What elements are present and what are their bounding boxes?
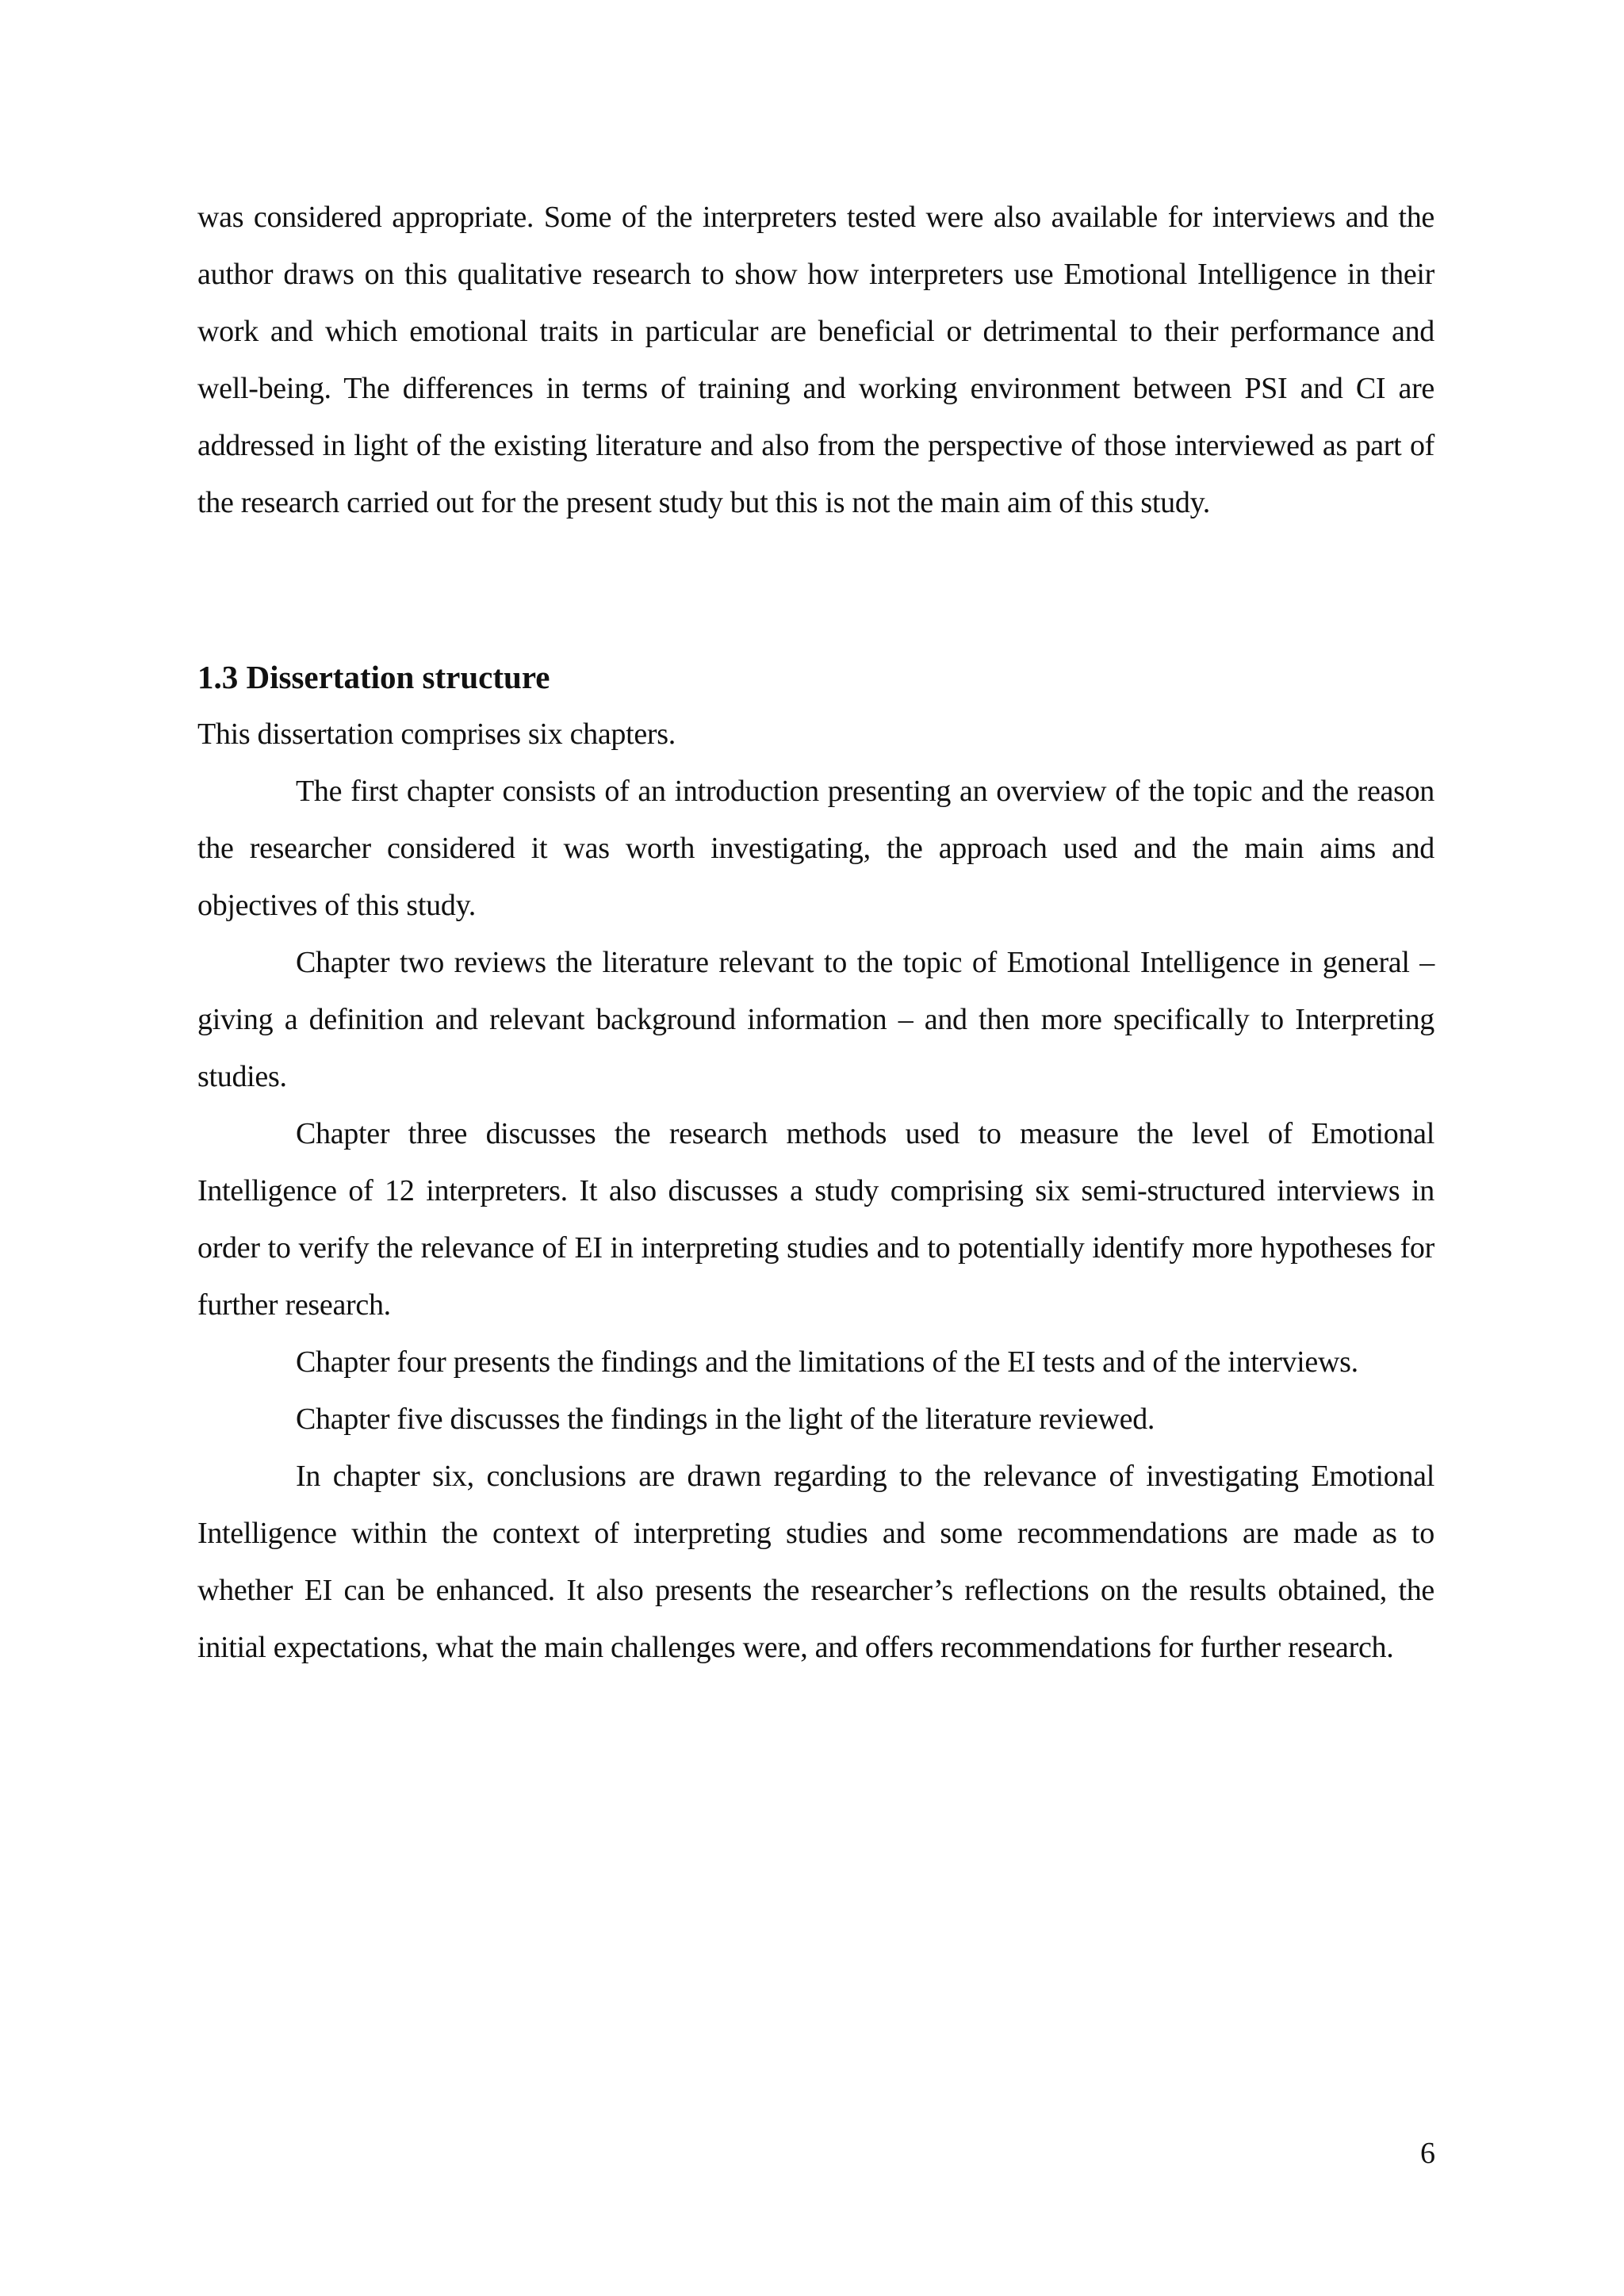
section-body — [197, 706, 1434, 1676]
paragraph-chapter-three: Chapter three discusses the research methods used to measure the level of Emotional Intelligence of 12 interpreters. It also discusses a study comprising six semi-structured interviews in order to verify the relevance of EI in interpreting studies and to potentially identify more hypotheses for further research. — [197, 1117, 1434, 1322]
paragraph-chapter-four: Chapter four presents the findings and the limitations of the EI tests and of the interviews. — [296, 1345, 1358, 1379]
intro-paragraph-block — [197, 189, 1434, 531]
paragraph-chapter-one: The first chapter consists of an introduction presenting an overview of the topic and the reason the researcher considered it was worth investigating, the approach used and the main aims and objectives of this study. — [197, 775, 1434, 922]
paragraph-overview: This dissertation comprises six chapters. — [197, 718, 676, 751]
section-heading: 1.3 Dissertation structure — [197, 659, 550, 695]
paragraph-chapter-two: Chapter two reviews the literature relevant to the topic of Emotional Intelligence in general – giving a definition and relevant background information – and then more specifically to Interpreting studies. — [197, 946, 1434, 1093]
intro-paragraph: was considered appropriate. Some of the interpreters tested were also available for interviews and the author draws on this qualitative research to show how interpreters use Emotional Intelligence in their work and which emotional traits in particular are beneficial or detrimental to their performance and well-being. The differences in terms of training and working environment between PSI and CI are addressed in light of the existing literature and also from the perspective of those interviewed as part of the research carried out for the present study but this is not the main aim of this study. — [197, 201, 1434, 519]
paragraph-chapter-five: Chapter five discusses the findings in the light of the literature reviewed. — [296, 1402, 1155, 1436]
page-number: 6 — [1420, 2137, 1435, 2170]
paragraph-chapter-six: In chapter six, conclusions are drawn regarding to the relevance of investigating Emotional Intelligence within the context of interpreting studies and some recommendations are made as to whether EI can be enhanced. It also presents the researcher’s reflections on the results obtained, the initial expectations, what the main challenges were, and offers recommendations for further research. — [197, 1460, 1434, 1664]
